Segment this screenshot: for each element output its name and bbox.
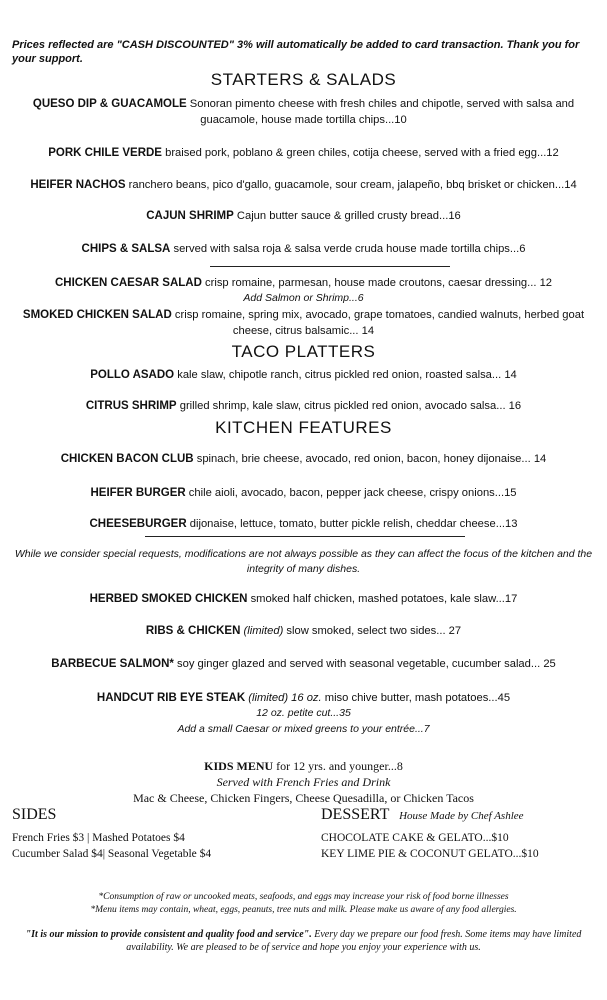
- dessert-line-1: CHOCOLATE CAKE & GELATO...$10: [321, 832, 509, 844]
- menu-item-chicken-caesar: CHICKEN CAESAR SALAD crisp romaine, parmesan, house made croutons, caesar dressing... 12: [54, 277, 553, 289]
- kids-options: Mac & Cheese, Chicken Fingers, Cheese Quesadilla, or Chicken Tacos: [133, 791, 474, 805]
- menu-item-chips-salsa: CHIPS & SALSA served with salsa roja & salsa verde cruda house made tortilla chips...6: [81, 243, 526, 255]
- menu-item-heifer-burger: HEIFER BURGER chile aioli, avocado, bacon, pepper jack cheese, crispy onions...15: [90, 487, 517, 499]
- menu-item-chicken-bacon-club: CHICKEN BACON CLUB spinach, brie cheese, avocado, red onion, bacon, honey dijonaise... 14: [60, 453, 547, 465]
- mission-statement: "It is our mission to provide consistent and quality food and service". Every day we prepare our food fresh. Some items may have limited availability. We are pleased to be of service and hope you enjoy your experience with us.: [25, 929, 582, 953]
- menu-item-citrus-shrimp: CITRUS SHRIMP grilled shrimp, kale slaw, citrus pickled red onion, avocado salsa... 16: [85, 400, 522, 412]
- cash-discount-notice: Prices reflected are "CASH DISCOUNTED" 3% will automatically be added to card transaction. Thank you for your support.: [12, 39, 580, 65]
- entree-addon-note: Add a small Caesar or mixed greens to your entrée...7: [177, 723, 430, 735]
- divider-line: [145, 536, 465, 537]
- menu-item-pork-chile-verde: PORK CHILE VERDE braised pork, poblano & green chiles, cotija cheese, served with a fried egg...12: [48, 147, 559, 159]
- menu-item-queso: QUESO DIP & GUACAMOLE Sonoran pimento cheese with fresh chiles and chipotle, served with salsa and guacamole, house made tortilla chips...10: [32, 98, 575, 126]
- footnote-allergens: *Menu items may contain, wheat, eggs, peanuts, tree nuts and milk. Please make us aware of any food allergies.: [90, 905, 517, 915]
- sides-line-1: French Fries $3 | Mashed Potatoes $4: [12, 832, 185, 844]
- menu-item-herbed-smoked-chicken: HERBED SMOKED CHICKEN smoked half chicken, mashed potatoes, kale slaw...17: [89, 593, 518, 605]
- divider-line: [210, 266, 450, 267]
- caesar-addon-note: Add Salmon or Shrimp...6: [243, 292, 364, 304]
- heading-kitchen-features: KITCHEN FEATURES: [215, 418, 392, 437]
- sides-line-2: Cucumber Salad $4| Seasonal Vegetable $4: [12, 848, 212, 860]
- special-requests-note: While we consider special requests, modifications are not always possible as they can affect the focus of the kitchen and the integrity of many dishes.: [14, 548, 593, 575]
- steak-petite-cut: 12 oz. petite cut...35: [256, 707, 351, 719]
- menu-item-pollo-asado: POLLO ASADO kale slaw, chipotle ranch, citrus pickled red onion, roasted salsa... 14: [90, 369, 517, 381]
- menu-item-cheeseburger: CHEESEBURGER dijonaise, lettuce, tomato, butter pickle relish, cheddar cheese...13: [89, 518, 518, 530]
- menu-item-rib-eye-steak: HANDCUT RIB EYE STEAK (limited) 16 oz. miso chive butter, mash potatoes...45: [96, 692, 511, 704]
- menu-item-smoked-chicken-salad: SMOKED CHICKEN SALAD crisp romaine, spring mix, avocado, grape tomatoes, candied walnuts, herbed goat cheese, citrus balsamic... 14: [22, 309, 585, 337]
- kids-served-with: Served with French Fries and Drink: [216, 775, 391, 789]
- menu-item-heifer-nachos: HEIFER NACHOS ranchero beans, pico d'gallo, guacamole, sour cream, jalapeño, bbq brisket or chicken...14: [30, 179, 577, 191]
- heading-starters: STARTERS & SALADS: [210, 70, 397, 89]
- menu-item-barbecue-salmon: BARBECUE SALMON* soy ginger glazed and served with seasonal vegetable, cucumber salad... 25: [51, 658, 556, 670]
- menu-item-ribs-chicken: RIBS & CHICKEN (limited) slow smoked, select two sides... 27: [145, 625, 462, 637]
- dessert-heading: DESSERT House Made by Chef Ashlee: [321, 806, 524, 823]
- menu-item-cajun-shrimp: CAJUN SHRIMP Cajun butter sauce & grilled crusty bread...16: [146, 210, 461, 222]
- heading-taco-platters: TACO PLATTERS: [231, 342, 376, 361]
- sides-heading: SIDES: [12, 806, 57, 823]
- footnote-raw-food: *Consumption of raw or uncooked meats, seafoods, and eggs may increase your risk of food borne illnesses: [98, 892, 509, 902]
- dessert-line-2: KEY LIME PIE & COCONUT GELATO...$10: [321, 848, 539, 860]
- kids-menu-title-line: KIDS MENU for 12 yrs. and younger...8: [204, 759, 403, 773]
